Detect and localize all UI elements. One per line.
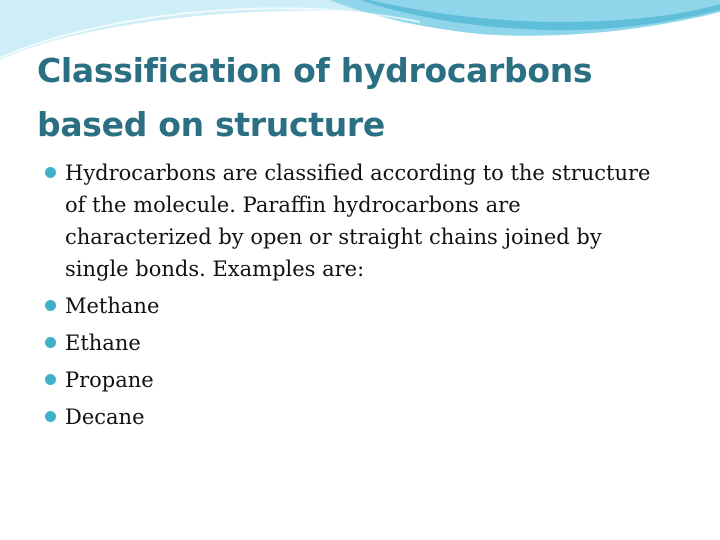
intro-line-4: single bonds. Examples are:: [65, 257, 365, 281]
bullet-list: [45, 157, 695, 438]
circle-bullet-icon: [45, 411, 56, 422]
intro-line-1: Hydrocarbons are classified according to the structure: [65, 161, 651, 185]
bullet-item-methane: [45, 290, 695, 322]
slide-title: [37, 44, 687, 152]
bullet-item-ethane: [45, 327, 695, 359]
circle-bullet-icon: [45, 300, 56, 311]
bullet-item-propane: [45, 364, 695, 396]
bullet-item-intro: [45, 157, 695, 285]
example-label: Methane: [65, 294, 160, 318]
intro-line-2: of the molecule. Paraffin hydrocarbons are: [65, 193, 521, 217]
circle-bullet-icon: [45, 337, 56, 348]
bullet-item-decane: [45, 401, 695, 433]
intro-line-3: characterized by open or straight chains joined by: [65, 225, 602, 249]
example-label: Ethane: [65, 331, 141, 355]
slide-title-line-2: based on structure: [37, 105, 385, 144]
circle-bullet-icon: [45, 167, 56, 178]
slide-title-line-1: Classification of hydrocarbons: [37, 51, 593, 90]
circle-bullet-icon: [45, 374, 56, 385]
example-label: Decane: [65, 405, 145, 429]
example-label: Propane: [65, 368, 154, 392]
